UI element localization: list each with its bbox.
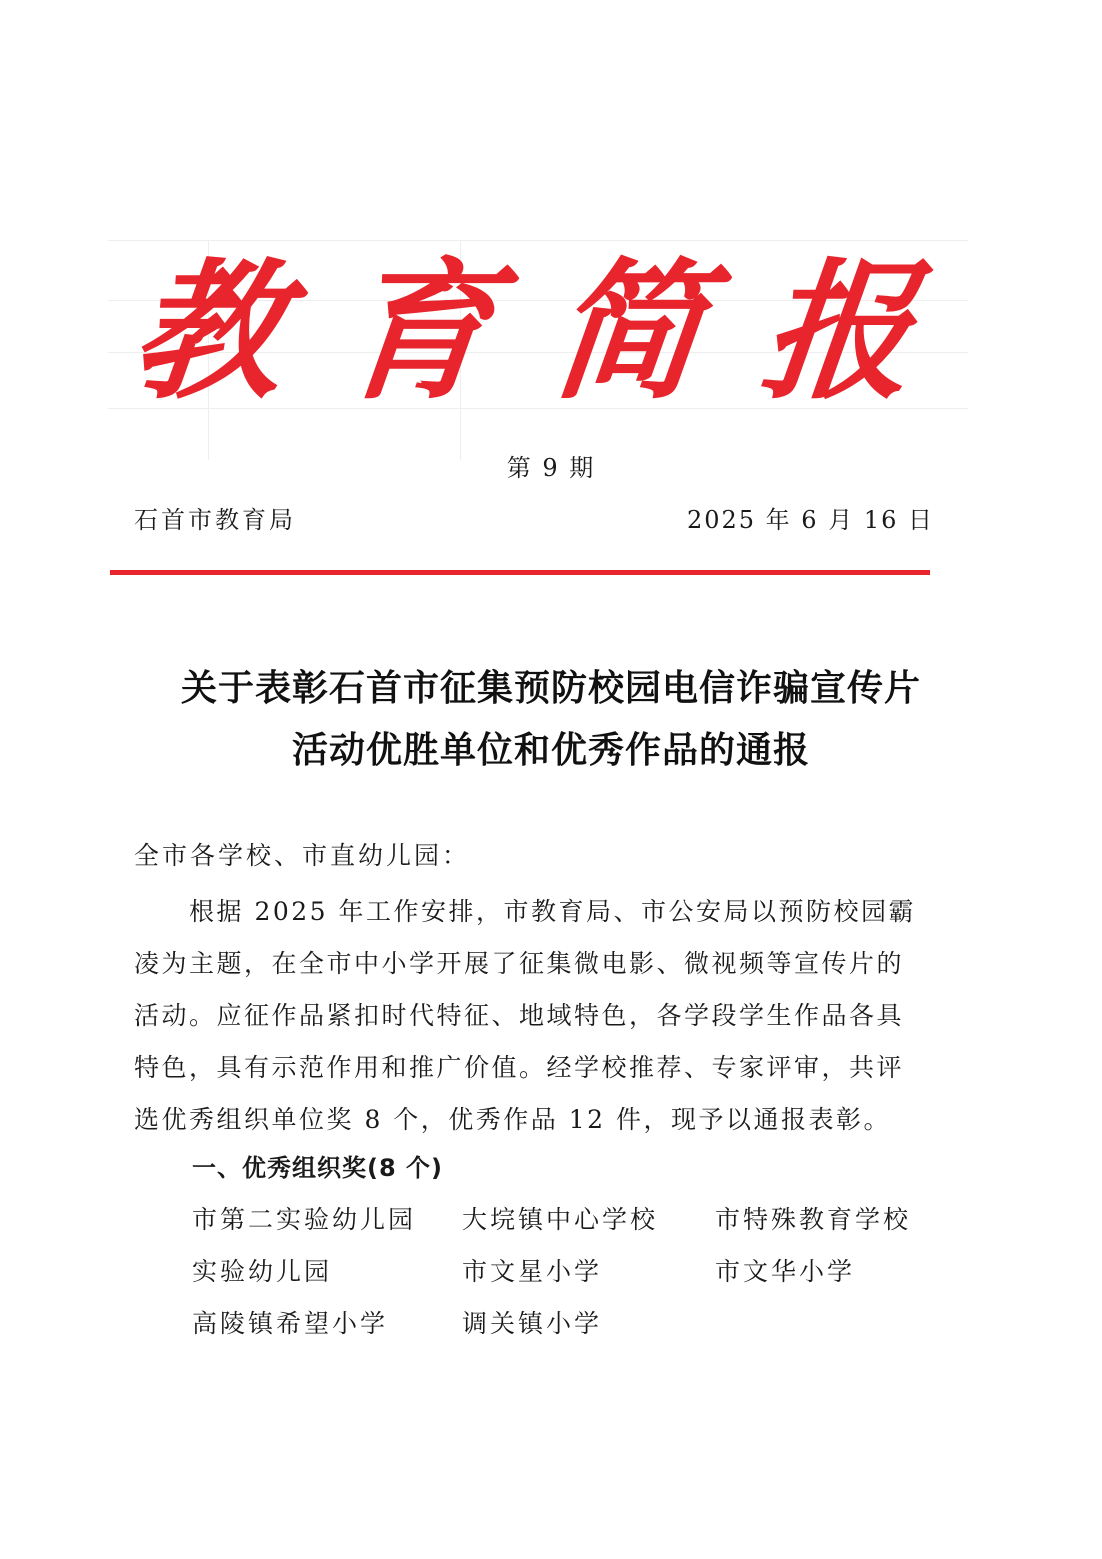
awardee: 市特殊教育学校 — [715, 1205, 912, 1234]
body-paragraph-line: 选优秀组织单位奖 8 个，优秀作品 12 件，现予以通报表彰。 — [134, 1105, 892, 1134]
awardee: 市文华小学 — [715, 1257, 856, 1286]
document-title-line-2: 活动优胜单位和优秀作品的通报 — [291, 729, 810, 771]
masthead-char: 简 — [543, 244, 713, 420]
masthead — [123, 232, 923, 432]
body-paragraph-line: 凌为主题，在全市中小学开展了征集微电影、微视频等宣传片的 — [134, 949, 905, 978]
salutation: 全市各学校、市直幼儿园： — [134, 841, 471, 870]
awardee: 市第二实验幼儿园 — [192, 1205, 417, 1234]
body-paragraph-line: 根据 2025 年工作安排，市教育局、市公安局以预防校园霸 — [134, 897, 917, 926]
awardee: 实验幼儿园 — [192, 1257, 333, 1286]
awardee: 高陵镇希望小学 — [192, 1309, 389, 1338]
body-paragraph-line: 活动。应征作品紧扣时代特征、地域特色，各学段学生作品各具 — [134, 1001, 905, 1030]
document-title-line-1: 关于表彰石首市征集预防校园电信诈骗宣传片 — [180, 667, 921, 709]
masthead-char: 育 — [333, 244, 503, 420]
body-paragraph-line: 特色，具有示范作用和推广价值。经学校推荐、专家评审，共评 — [134, 1053, 905, 1082]
issue-number: 第 9 期 — [506, 454, 596, 482]
awardee: 大垸镇中心学校 — [462, 1205, 659, 1234]
section-heading: 一、优秀组织奖(8 个) — [192, 1154, 443, 1182]
issue-date: 2025 年 6 月 16 日 — [686, 506, 934, 534]
awardee: 市文星小学 — [462, 1257, 603, 1286]
red-divider — [110, 570, 930, 575]
awardee: 调关镇小学 — [462, 1309, 603, 1338]
issuer: 石首市教育局 — [134, 506, 296, 534]
masthead-char: 报 — [753, 244, 923, 420]
masthead-char: 教 — [123, 244, 293, 420]
